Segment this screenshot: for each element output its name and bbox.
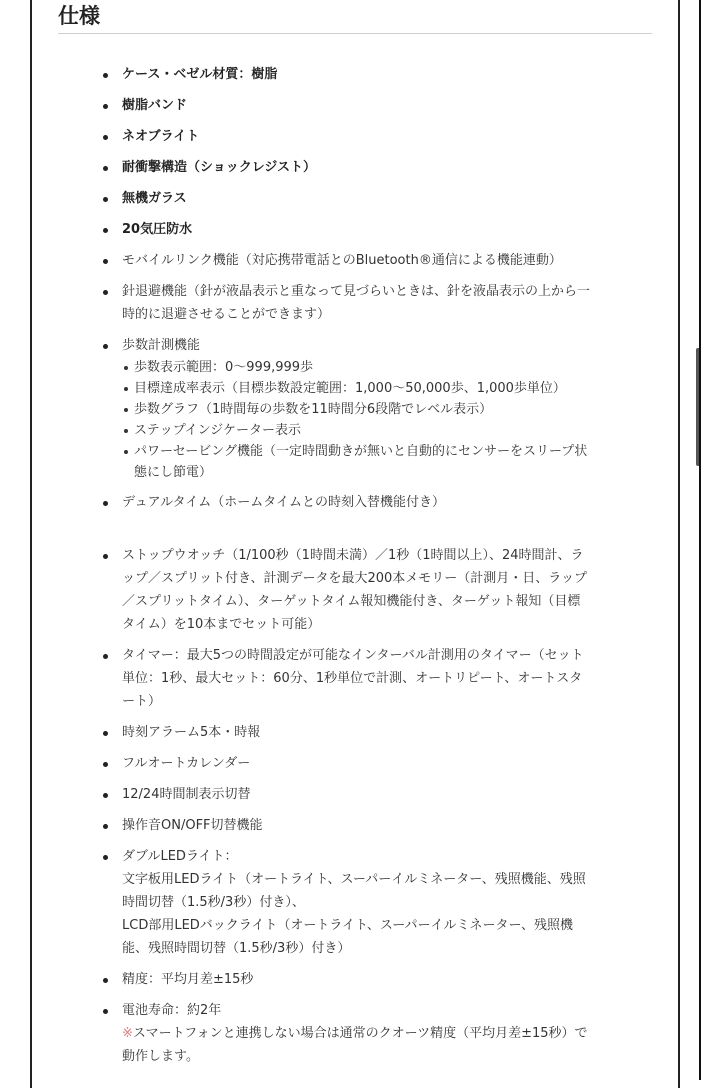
spec-list [100, 63, 620, 1076]
window-edge [699, 0, 707, 1080]
sub-item-target-rate: 目標達成率表示（目標歩数設定範囲：1,000～50,000歩、1,000歩単位） [122, 378, 620, 399]
sub-item-step-graph: 歩数グラフ（1時間毎の歩数を11時間分6段階でレベル表示） [122, 399, 620, 420]
note-mark: ※ [122, 1026, 133, 1041]
sub-item-power-saving: パワーセービング機能（一定時間動きが無いと自動的にセンサーをスリープ状 態にし節電） [122, 441, 620, 483]
spec-item-button-tone: 操作音ON/OFF切替機能 [100, 814, 620, 837]
spec-item-alarm: 時刻アラーム5本・時報 [100, 721, 620, 744]
spec-item-stopwatch: ストップウオッチ（1/100秒（1時間未満）／1秒（1時間以上）、24時間計、ラ ップ／スプリット付き、計測データを最大200本メモリー（計測月・日、ラップ ／スプリットタイム）、ターゲットタイム報知機能付き、ターゲット報知（目標 タイム）を10本までセット可能） [100, 544, 620, 636]
battery-note: ※スマートフォンと連携しない場合は通常のクオーツ精度（平均月差±15秒）で [122, 1026, 588, 1041]
spec-item-case-material: ケース・ベゼル材質：樹脂 [100, 63, 620, 86]
spec-item-12-24-format: 12/24時間制表示切替 [100, 783, 620, 806]
spec-item-timer: タイマー：最大5つの時間設定が可能なインターバル計測用のタイマー（セット 単位：1秒、最大セット：60分、1秒単位で計測、オートリピート、オートスタ ート） [100, 644, 620, 713]
spec-item-resin-band: 樹脂バンド [100, 94, 620, 117]
page-title: 仕様 [58, 4, 100, 28]
spec-item-calendar: フルオートカレンダー [100, 752, 620, 775]
spec-item-step-count: 歩数計測機能 歩数表示範囲：0～999,999歩 目標達成率表示（目標歩数設定範囲：1,000～50,000歩、1,000歩単位） 歩数グラフ（1時間毎の歩数を11時間分6段階でレベル表示） ステップインジケーター表示 パワーセービング機能（一定時間動きが無いと自動的にセンサーをスリープ状 態にし節電） [100, 334, 620, 483]
sub-item-step-indicator: ステップインジケーター表示 [122, 420, 620, 441]
spec-item-battery-life: 電池寿命：約2年 ※スマートフォンと連携しない場合は通常のクオーツ精度（平均月差±15秒）で 動作します。 [100, 999, 620, 1068]
spec-item-accuracy: 精度：平均月差±15秒 [100, 968, 620, 991]
spec-item-neobrite: ネオブライト [100, 125, 620, 148]
spec-item-dual-time: デュアルタイム（ホームタイムとの時刻入替機能付き） [100, 491, 620, 514]
spec-item-water-resist: 20気圧防水 [100, 218, 620, 241]
sub-item-step-range: 歩数表示範囲：0～999,999歩 [122, 357, 620, 378]
title-divider [58, 33, 652, 34]
spec-item-double-led: ダブルLEDライト： 文字板用LEDライト（オートライト、スーパーイルミネーター、残照機能、残照 時間切替（1.5秒/3秒）付き）、 LCD部用LEDバックライト（オートライト、スーパーイルミネーター、残照機 能、残照時間切替（1.5秒/3秒）付き） [100, 845, 620, 960]
spec-item-mobile-link: モバイルリンク機能（対応携帯電話とのBluetooth®通信による機能連動） [100, 249, 620, 272]
spec-item-glass: 無機ガラス [100, 187, 620, 210]
step-count-sublist [122, 357, 620, 483]
spec-item-shock-resist: 耐衝撃構造（ショックレジスト） [100, 156, 620, 179]
spec-item-hand-shift: 針退避機能（針が液晶表示と重なって見づらいときは、針を液晶表示の上から一 時的に退避させることができます） [100, 280, 620, 326]
